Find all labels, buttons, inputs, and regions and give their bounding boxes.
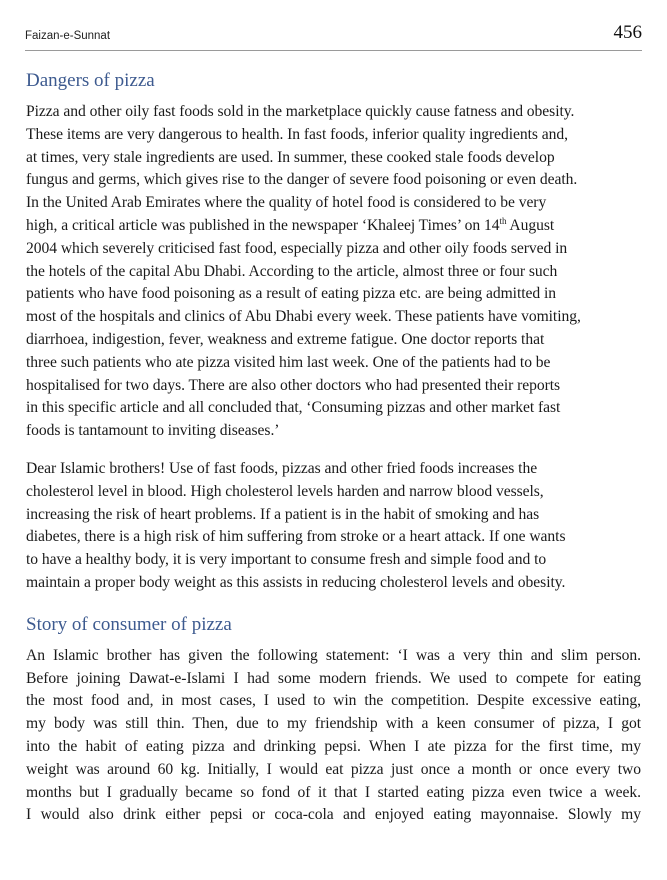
page-content	[26, 68, 641, 827]
text-line: In the United Arab Emirates where the quality of hotel food is considered to be very	[26, 194, 547, 212]
text-line: 2004 which severely criticised fast food, especially pizza and other oily foods served in	[26, 239, 568, 257]
book-title: Faizan-e-Sunnat	[25, 30, 111, 42]
text-line: diabetes, there is a high risk of him suffering from stroke or a heart attack. If one wants	[26, 528, 566, 546]
text-line: the hotels of the capital Abu Dhabi. According to the article, almost three or four such	[26, 262, 558, 280]
text-line: These items are very dangerous to health. In fast foods, inferior quality ingredients and,	[26, 125, 568, 143]
text-segment: August	[506, 216, 555, 234]
ordinal-suffix: th	[499, 215, 507, 226]
text-line: three such patients who ate pizza visited him last week. One of the patients had to be	[26, 353, 551, 371]
text-line: Dear Islamic brothers! Use of fast foods, pizzas and other fried foods increases the	[26, 459, 538, 477]
running-header	[25, 20, 642, 51]
text-line: maintain a proper body weight as this assists in reducing cholesterol levels and obesity.	[26, 573, 566, 591]
paragraph	[26, 458, 641, 595]
text-line: at times, very stale ingredients are used. In summer, these cooked stale foods develop	[26, 148, 555, 166]
text-line: my body was still thin. Then, due to my friendship with a keen consumer of pizza, I got	[26, 715, 641, 733]
text-line: I would also drink either pepsi or coca-cola and enjoyed eating mayonnaise. Slowly my	[26, 806, 641, 824]
text-line: increasing the risk of heart problems. If a patient is in the habit of smoking and has	[26, 505, 540, 523]
text-line: hospitalised for two days. There are also other doctors who had presented their reports	[26, 376, 561, 394]
section-heading-story-of-consumer: Story of consumer of pizza	[26, 613, 232, 635]
section-heading-dangers-of-pizza: Dangers of pizza	[26, 70, 155, 91]
text-line: to have a healthy body, it is very important to consume fresh and simple food and to	[26, 551, 547, 569]
text-line: foods is tantamount to inviting diseases.’	[26, 422, 280, 440]
text-line: fungus and germs, which gives rise to the danger of severe food poisoning or even death.	[26, 171, 578, 189]
text-line: Before joining Dawat-e-Islami I had some modern friends. We used to compete for eating	[26, 669, 641, 687]
text-segment: high, a critical article was published in the newspaper ‘Khaleej Times’ on 14	[26, 216, 500, 234]
paragraph	[26, 645, 641, 827]
text-line: cholesterol level in blood. High cholesterol levels harden and narrow blood vessels,	[26, 482, 544, 500]
text-line: An Islamic brother has given the following statement: ‘I was a very thin and slim person.	[26, 646, 641, 664]
text-line: most of the hospitals and clinics of Abu Dhabi every week. These patients have vomiting,	[26, 308, 581, 326]
text-line: diarrhoea, indigestion, fever, weakness and extreme fatigue. One doctor reports that	[26, 330, 545, 348]
text-line: Pizza and other oily fast foods sold in the marketplace quickly cause fatness and obesity.	[26, 103, 575, 120]
text-line: in this specific article and all concluded that, ‘Consuming pizzas and other market fast	[26, 399, 561, 417]
text-line	[26, 215, 641, 238]
text-line: the most food and, in most cases, I used to win the competition. Despite excessive eating,	[26, 692, 641, 710]
text-line: into the habit of eating pizza and drinking pepsi. When I ate pizza for the first time, my	[26, 737, 641, 755]
text-line: weight was around 60 kg. Initially, I would eat pizza just once a month or once every two	[26, 760, 641, 778]
paragraph	[26, 101, 641, 443]
text-line: patients who have food poisoning as a result of eating pizza etc. are being admitted in	[26, 285, 557, 303]
text-line: months but I gradually became so fond of it that I started eating pizza even twice a week.	[26, 783, 641, 801]
page-number: 456	[613, 22, 642, 43]
